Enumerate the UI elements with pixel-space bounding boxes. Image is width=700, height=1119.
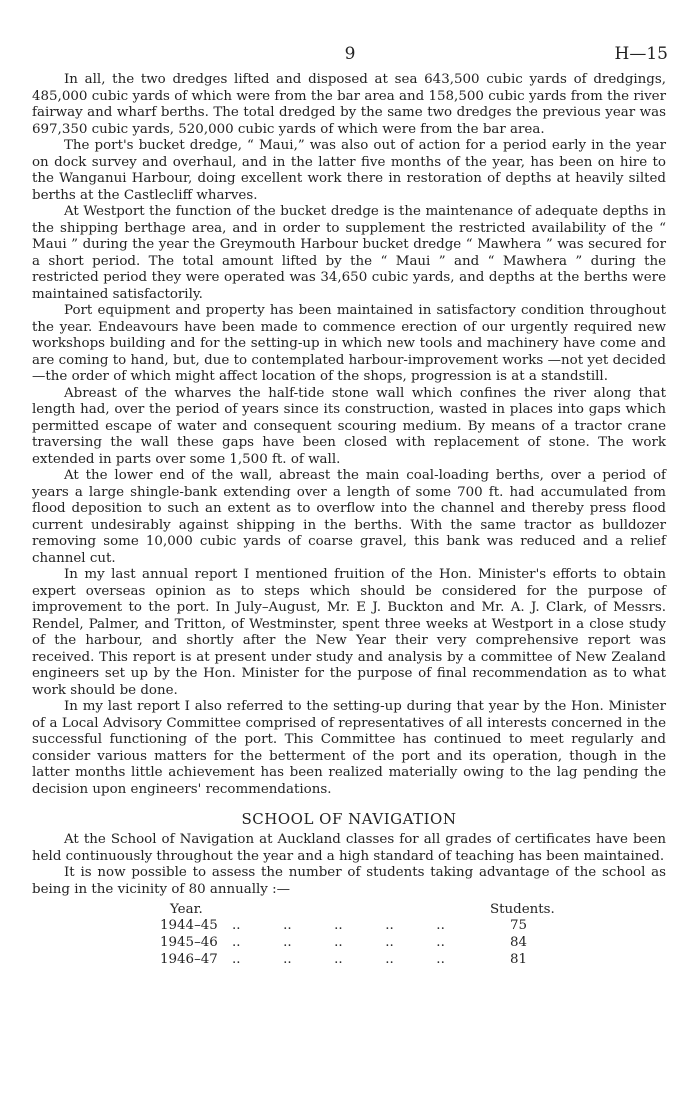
paragraph: At Westport the function of the bucket dredge is the maintenance of adequate depths in the shipping berthage area, and in order to supplement the restricted availability of the “ Maui ” during the year the Greymouth Harbour bucket dredge “ Mawhera ” was secured for a short period. The total amount lifted by the “ Maui ” and “ Mawhera ” during the restricted period they were operated was 34,650 cubic yards, and depths at the berths were maintained satisfactorily. [32, 204, 666, 302]
table-row [160, 918, 560, 935]
table-header [160, 902, 560, 918]
paragraph: In my last report I also referred to the setting-up during that year by the Hon. Minister of a Local Advisory Committee comprised of representatives of all interests concerned in the successful functioning of the port. This Committee has continued to meet regularly and consider various matters for the betterment of the port and its operation, though in the latter months little achievement has been realized materially owing to the lag pending the decision upon engineers' recommendations. [32, 699, 666, 797]
paragraph: In all, the two dredges lifted and disposed at sea 643,500 cubic yards of dredgings, 485,000 cubic yards of which were from the bar area and 158,500 cubic yards from the river fairway and wharf berths. The total dredged by the same two dredges the previous year was 697,350 cubic yards, 520,000 cubic yards of which were from the bar area. [32, 72, 666, 137]
row-year: 1945–46 [160, 935, 218, 950]
table-row [160, 935, 560, 952]
paragraph: At the lower end of the wall, abreast the main coal-loading berths, over a period of years a large shingle-bank extending over a length of some 700 ft. had accumulated from flood deposition to such an extent as to overflow into the channel and thereby press flood current undesirably against shipping in the berths. With the same tractor as bulldozer removing some 10,000 cubic yards of coarse gravel, this bank was reduced and a relief channel cut. [32, 468, 666, 566]
row-students: 81 [510, 952, 528, 967]
section-heading: SCHOOL OF NAVIGATION [241, 810, 457, 828]
row-students: 84 [510, 935, 528, 950]
paragraph: It is now possible to assess the number of students taking advantage of the school as being in the vicinity of 80 annually :— [32, 865, 666, 897]
table-row [160, 952, 560, 969]
dot-leader: .. .. .. .. .. [232, 918, 445, 933]
paragraph: Abreast of the wharves the half-tide stone wall which confines the river along that length had, over the period of years since its construction, wasted in places into gaps which permitted escape of water and consequent scouring medium. By means of a tractor crane traversing the wall these gaps have been closed with replacement of stone. The work extended in parts over some 1,500 ft. of wall. [32, 385, 666, 467]
page-number: 9 [344, 44, 356, 64]
students-table [160, 902, 560, 969]
page-reference: H—15 [614, 44, 668, 64]
paragraph: The port's bucket dredge, “ Maui,” was also out of action for a period early in the year on dock survey and overhaul, and in the latter five months of the year, has been on hire to the Wanganui Harbour, doing excellent work there in restoration of depths at heavily silted berths at the Castlecliff wharves. [32, 138, 666, 203]
paragraph: At the School of Navigation at Auckland classes for all grades of certificates have been held continuously throughout the year and a high standard of teaching has been maintained. [32, 832, 666, 864]
paragraph: Port equipment and property has been maintained in satisfactory condition throughout the year. Endeavours have been made to commence erection of our urgently required new workshops building and for the setting-up in which new tools and machinery have come and are coming to hand, but, due to contemplated harbour-improvement works —not yet decided—the order of which might affect location of the shops, progression is at a standstill. [32, 303, 666, 384]
dot-leader: .. .. .. .. .. [232, 952, 445, 967]
body-text [32, 72, 666, 969]
row-year: 1946–47 [160, 952, 218, 967]
row-students: 75 [510, 918, 528, 933]
header-year: Year. [170, 902, 203, 917]
row-year: 1944–45 [160, 918, 218, 933]
paragraph: In my last annual report I mentioned fruition of the Hon. Minister's efforts to obtain expert overseas opinion as to steps which should be considered for the purpose of improvement to the port. In July–August, Mr. E J. Buckton and Mr. A. J. Clark, of Messrs. Rendel, Palmer, and Tritton, of Westminster, spent three weeks at Westport in a close study of the harbour, and shortly after the New Year their very comprehensive report was received. This report is at present under study and analysis by a committee of New Zealand engineers set up by the Hon. Minister for the purpose of final recommendation as to what work should be done. [32, 567, 666, 698]
header-students: Students. [490, 902, 555, 917]
dot-leader: .. .. .. .. .. [232, 935, 445, 950]
